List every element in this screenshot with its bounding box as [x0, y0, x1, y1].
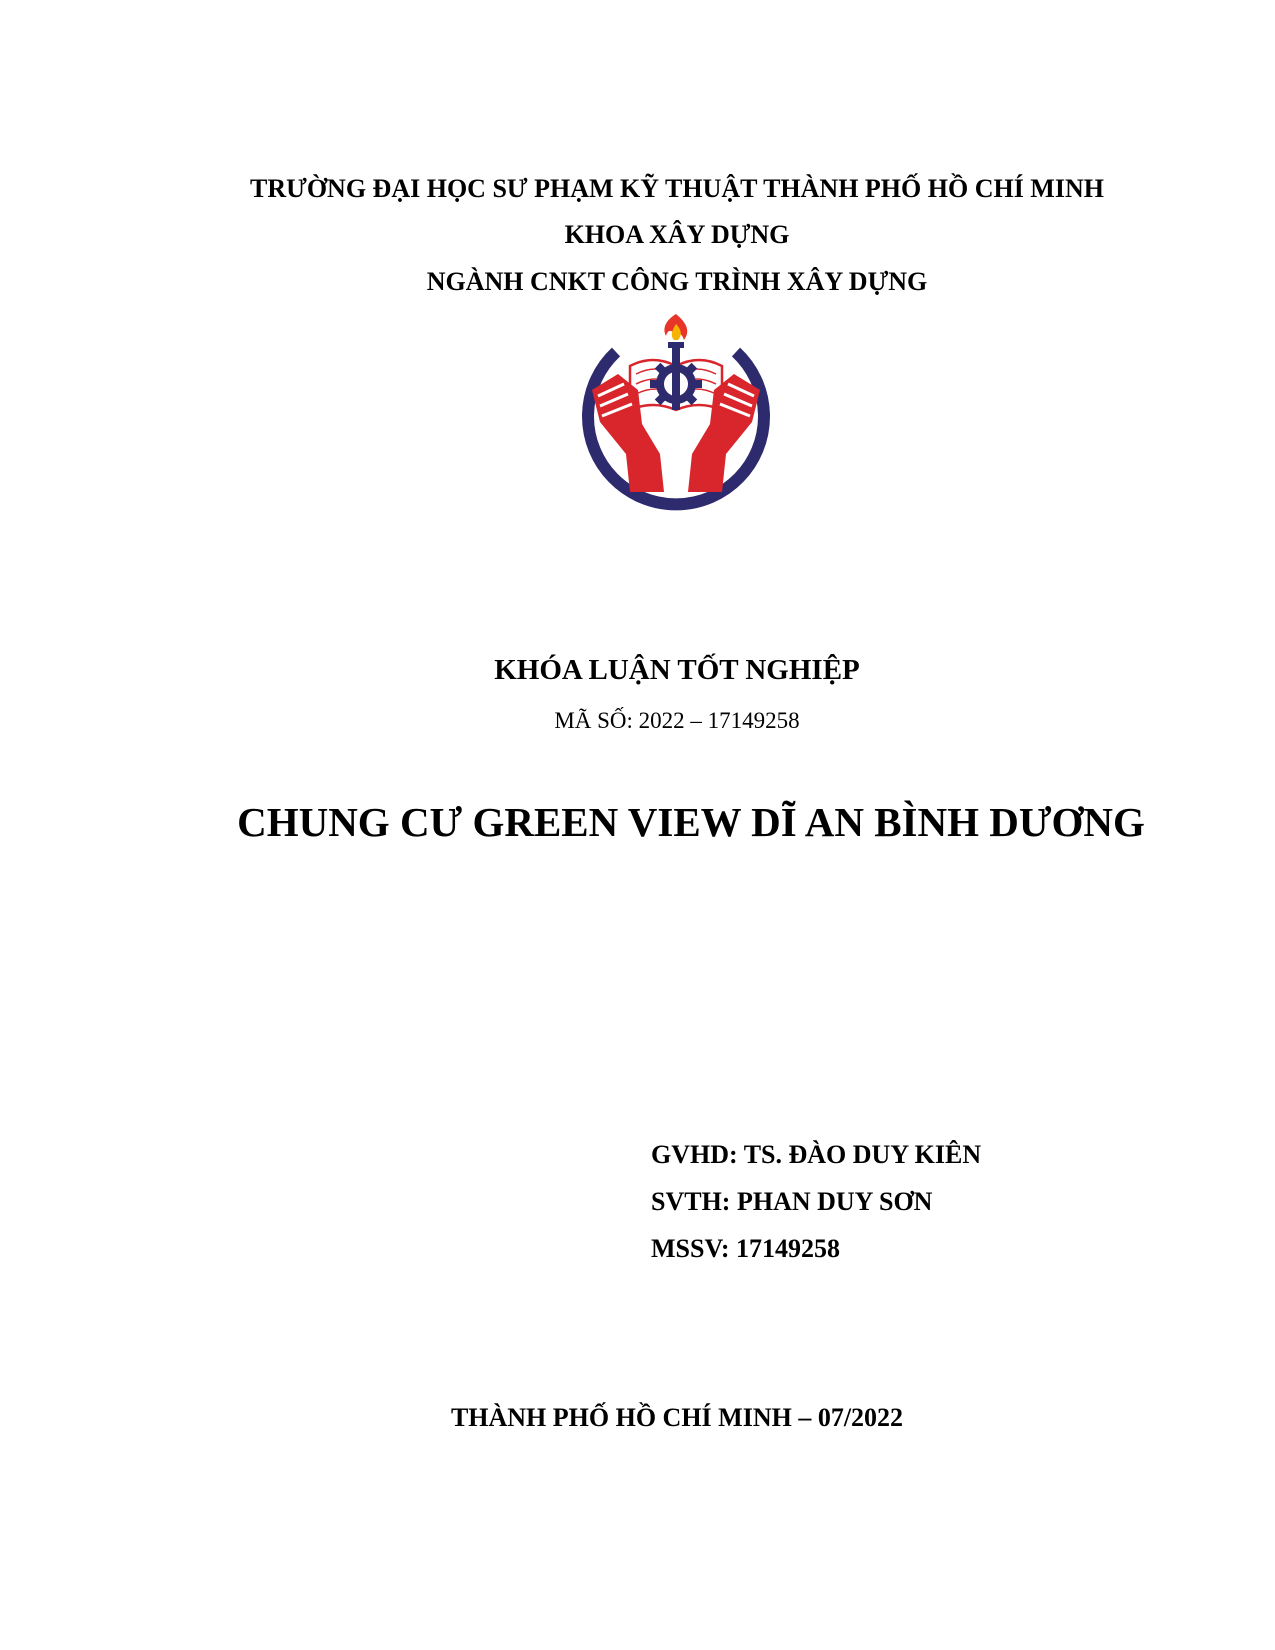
- advisor-line: GVHD: TS. ĐÀO DUY KIÊN: [651, 1140, 982, 1169]
- student-id-line: MSSV: 17149258: [651, 1234, 841, 1263]
- place-date: THÀNH PHỐ HỒ CHÍ MINH – 07/2022: [450, 1403, 904, 1432]
- university-name: TRƯỜNG ĐẠI HỌC SƯ PHẠM KỸ THUẬT THÀNH PHỐ HỒ CHÍ MINH: [250, 174, 1104, 203]
- document-code: MÃ SỐ: 2022 – 17149258: [554, 708, 800, 733]
- faculty-name: KHOA XÂY DỰNG: [564, 220, 790, 249]
- student-line: SVTH: PHAN DUY SƠN: [651, 1187, 933, 1216]
- university-emblem-icon: [578, 314, 774, 514]
- document-type: KHÓA LUẬN TỐT NGHIỆP: [494, 654, 860, 686]
- major-name: NGÀNH CNKT CÔNG TRÌNH XÂY DỰNG: [426, 267, 928, 296]
- thesis-title: CHUNG CƯ GREEN VIEW DĨ AN BÌNH DƯƠNG: [237, 799, 1145, 845]
